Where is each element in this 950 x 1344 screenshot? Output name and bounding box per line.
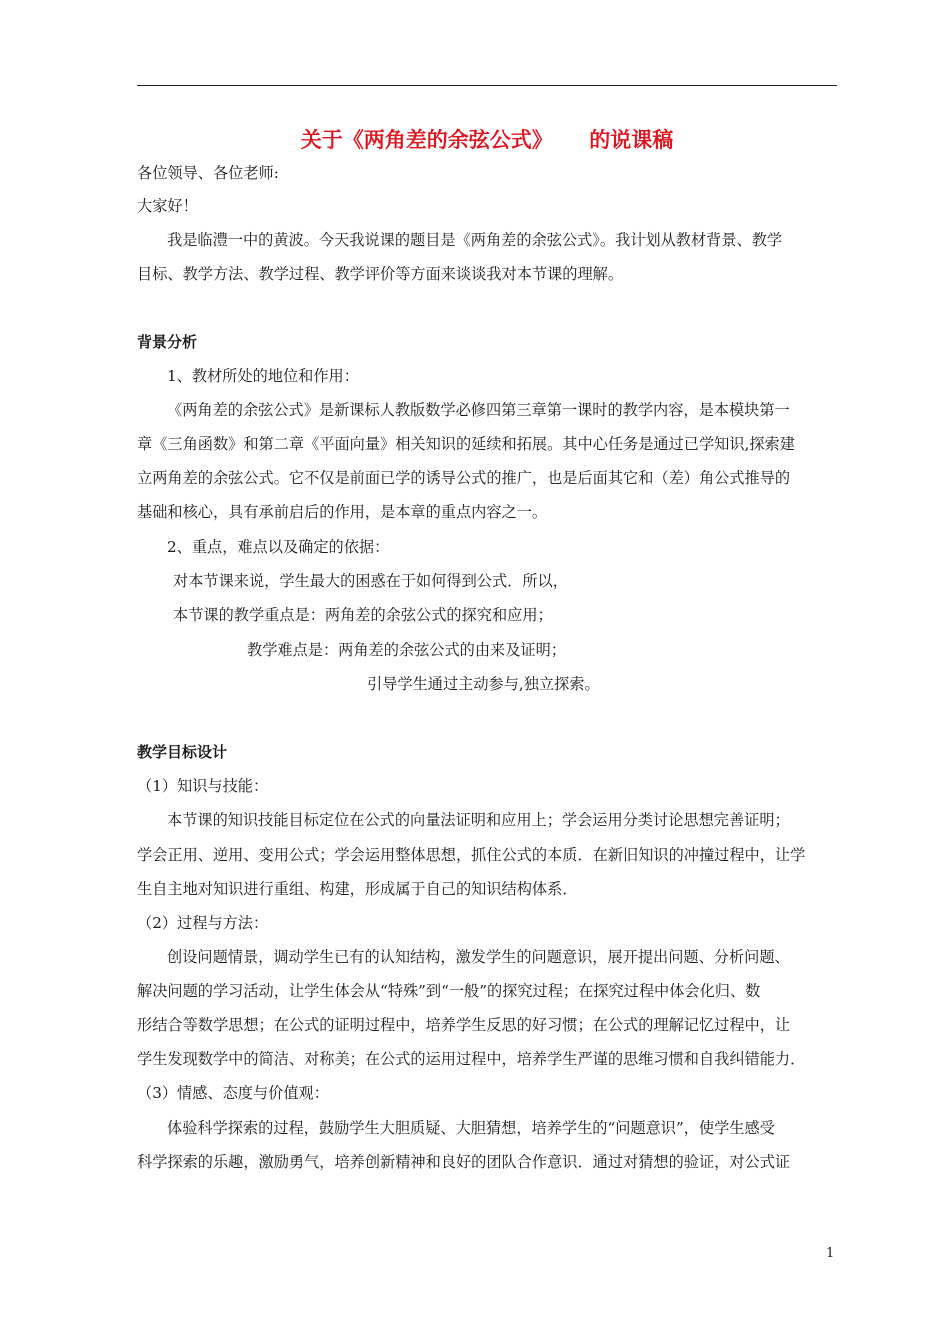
- text-line: 科学探索的乐趣，激励勇气，培养创新精神和良好的团队合作意识．通过对猜想的验证，对公式证: [137, 1153, 791, 1171]
- text-line: 《两角差的余弦公式》是新课标人教版数学必修四第三章第一课时的教学内容，是本模块第一: [167, 401, 790, 419]
- section-heading: 背景分析: [137, 333, 198, 351]
- page-number: 1: [826, 1246, 835, 1261]
- text-line: 立两角差的余弦公式。它不仅是前面已学的诱导公式的推广，也是后面其它和（差）角公式推导的: [137, 469, 791, 487]
- text-line: 本节课的教学重点是：两角差的余弦公式的探究和应用；: [173, 606, 553, 624]
- header-rule: [137, 85, 837, 86]
- text-line: 大家好！: [137, 197, 198, 215]
- text-line: 本节课的知识技能目标定位在公式的向量法证明和应用上；学会运用分类讨论思想完善证明；: [167, 811, 790, 829]
- text-line: 我是临澧一中的黄波。今天我说课的题目是《两角差的余弦公式》。我计划从教材背景、教学: [167, 231, 783, 249]
- text-line: 2、重点，难点以及确定的依据：: [167, 538, 390, 556]
- text-line: 对本节课来说，学生最大的困惑在于如何得到公式．所以，: [173, 572, 568, 590]
- section-heading: 教学目标设计: [137, 743, 228, 761]
- text-line: （2）过程与方法：: [137, 914, 269, 932]
- text-line: 章《三角函数》和第二章《平面向量》相关知识的延续和拓展。其中心任务是通过已学知识,探索建: [137, 435, 795, 453]
- text-line: 创设问题情景，调动学生已有的认知结构，激发学生的问题意识，展开提出问题、分析问题、: [167, 948, 790, 966]
- text-line: 目标、教学方法、教学过程、教学评价等方面来谈谈我对本节课的理解。: [137, 265, 623, 283]
- text-line: 1、教材所处的地位和作用：: [167, 367, 359, 385]
- text-line: 基础和核心，具有承前启后的作用，是本章的重点内容之一。: [137, 503, 548, 521]
- text-line: 解决问题的学习活动，让学生体会从“特殊”到“一般”的探究过程；在探究过程中体会化归、数: [137, 982, 761, 1000]
- text-line: 体验科学探索的过程，鼓励学生大胆质疑、大胆猜想，培养学生的“问题意识”，使学生感受: [167, 1119, 775, 1137]
- text-line: （3）情感、态度与价值观：: [137, 1084, 329, 1102]
- text-line: 学会正用、逆用、变用公式；学会运用整体思想，抓住公式的本质．在新旧知识的冲撞过程中，让学: [137, 846, 806, 864]
- text-line: 形结合等数学思想；在公式的证明过程中，培养学生反思的好习惯；在公式的理解记忆过程中，让: [137, 1016, 791, 1034]
- text-line: 各位领导、各位老师:: [137, 164, 279, 182]
- text-line: 生自主地对知识进行重组、构建，形成属于自己的知识结构体系．: [137, 880, 578, 898]
- text-line: （1）知识与技能：: [137, 777, 269, 795]
- text-line: 引导学生通过主动参与,独立探索。: [367, 675, 600, 693]
- document-title: 关于《两角差的余弦公式》 的说课稿: [300, 127, 674, 152]
- text-line: 教学难点是：两角差的余弦公式的由来及证明；: [247, 641, 566, 659]
- text-line: 学生发现数学中的简洁、对称美；在公式的运用过程中，培养学生严谨的思维习惯和自我纠错能力．: [137, 1050, 806, 1068]
